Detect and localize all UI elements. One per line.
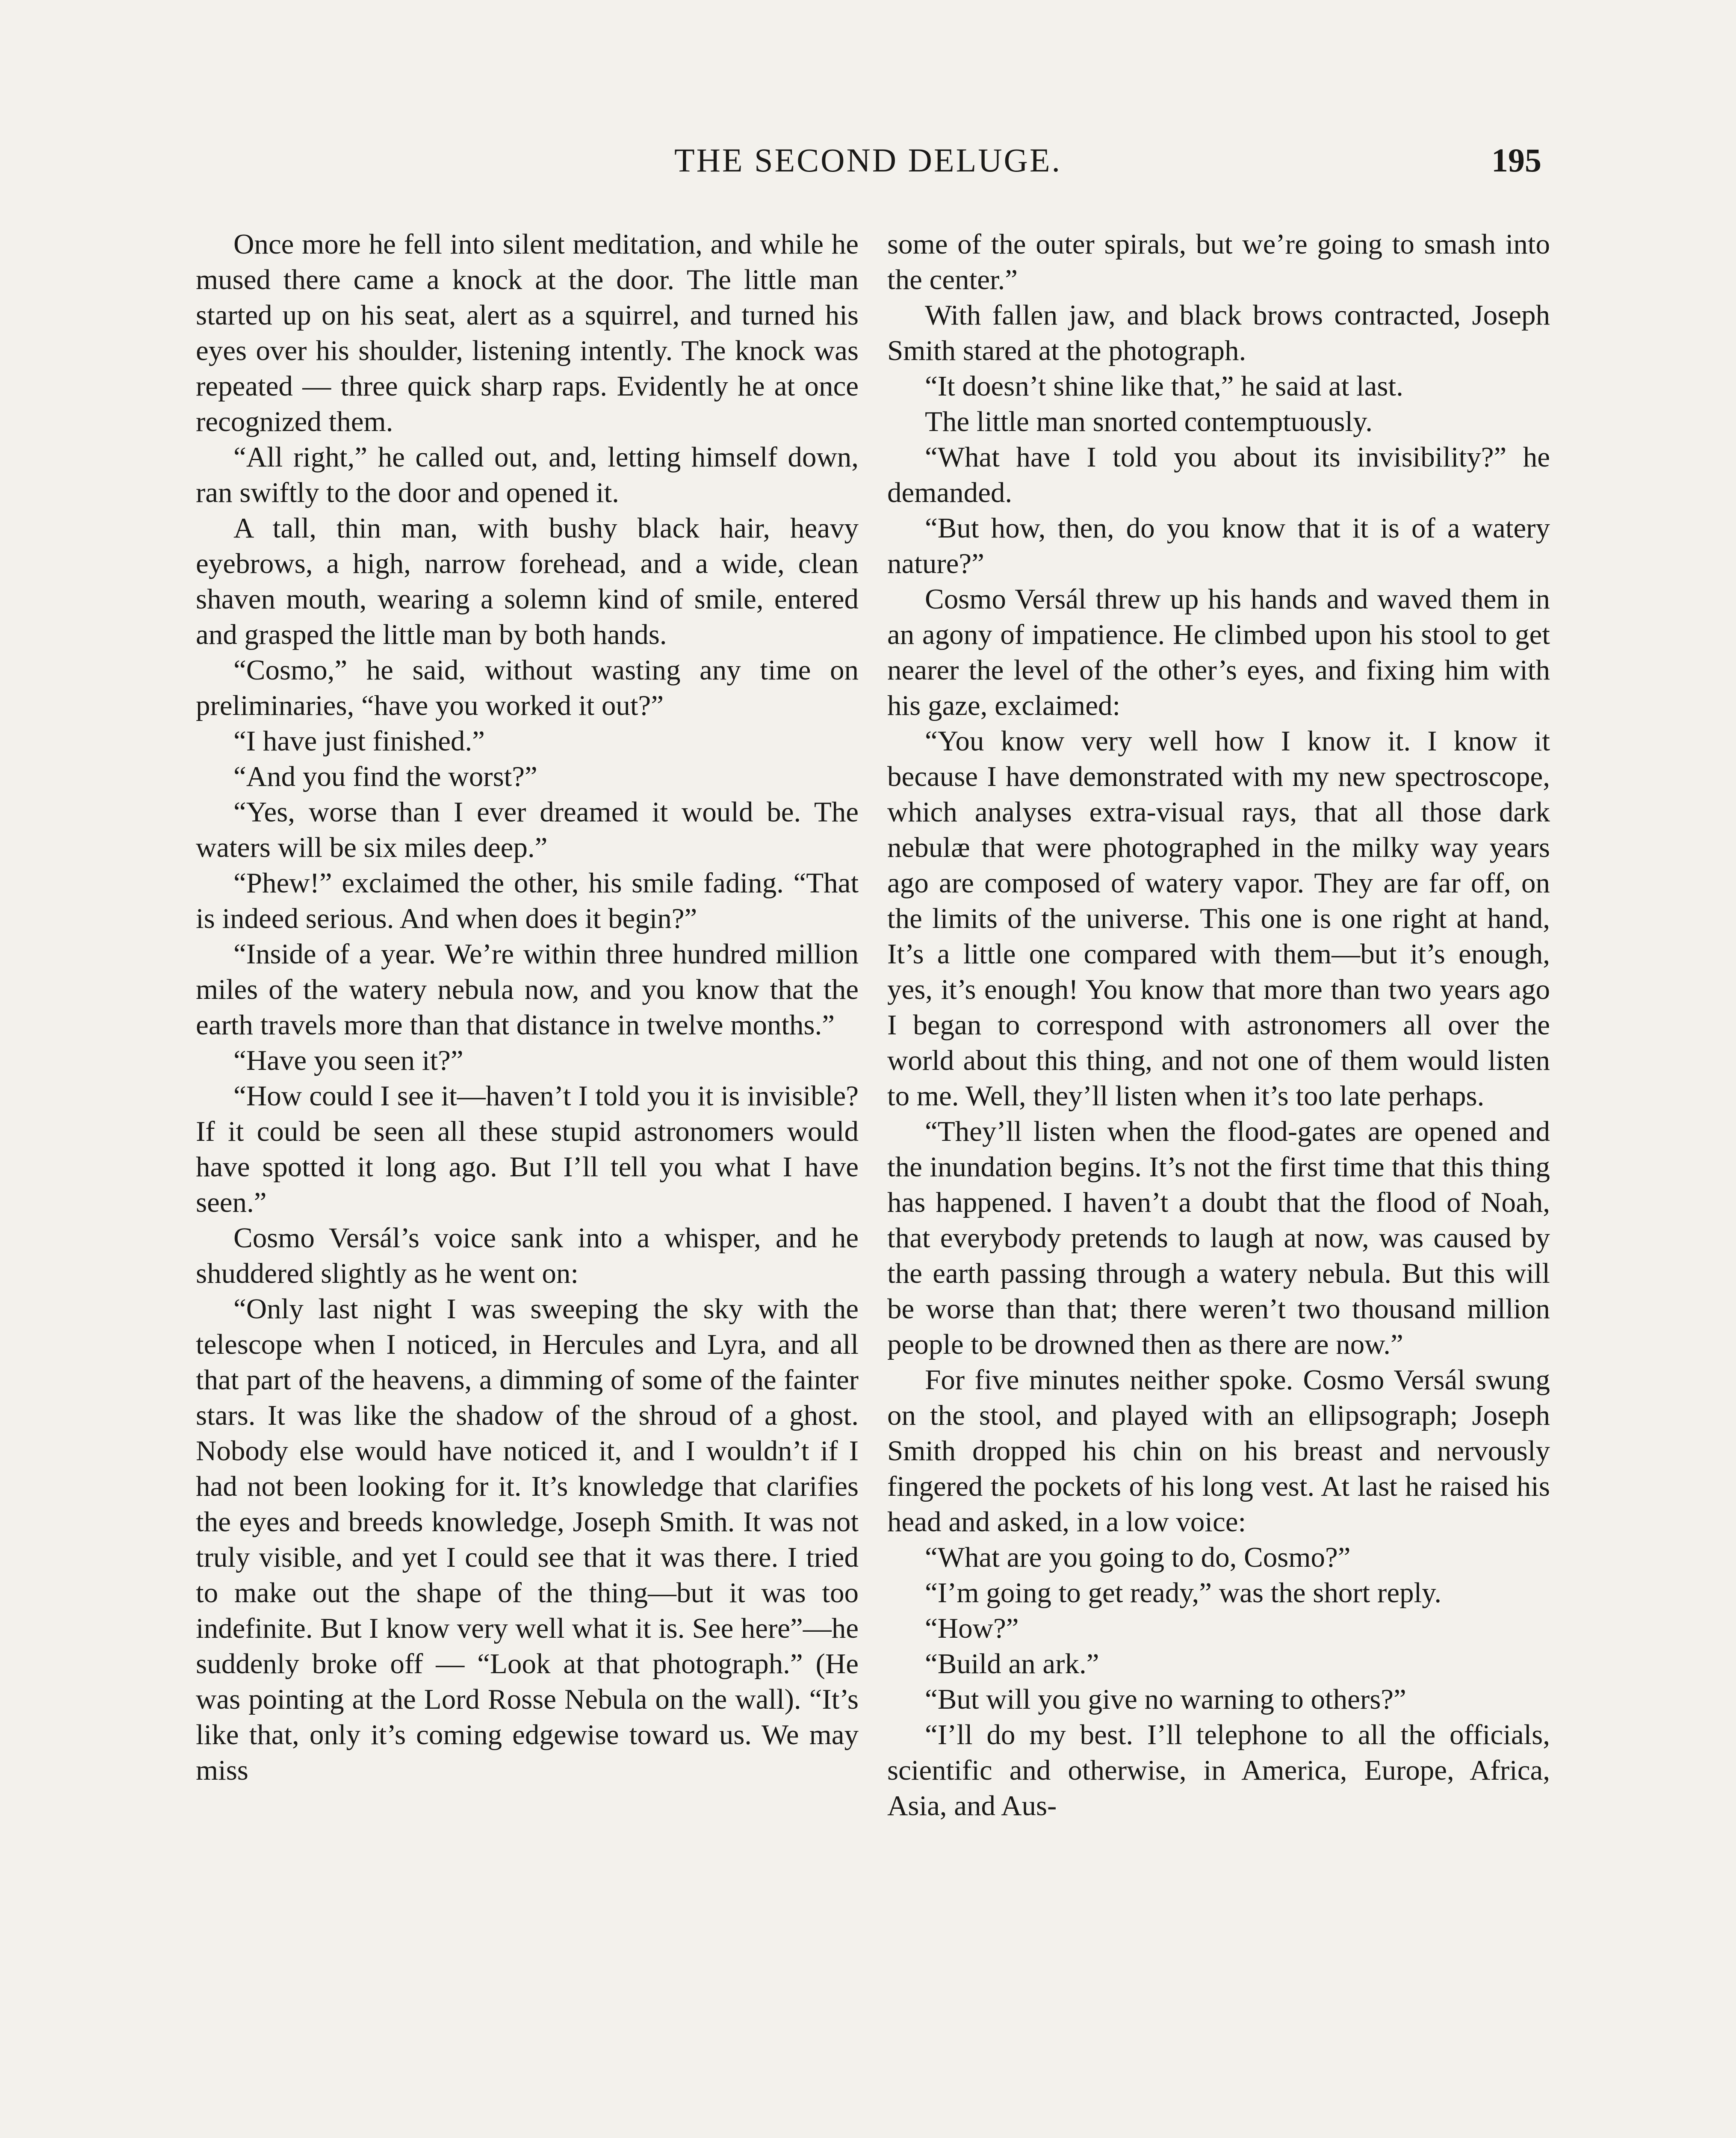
paragraph: “They’ll listen when the flood-gates are opened and the inundation begins. It’s not the first time that this thing has happened. I haven’t a doubt that the flood of Noah, that everybody pretends to laugh at now, was caused by the earth passing through a watery nebula. But this will be worse than that; there weren’t two thousand million people to be drowned then as there are now.” <box>887 1116 1550 1360</box>
paragraph: “How?” <box>925 1612 1019 1644</box>
page-header <box>0 141 1736 192</box>
paragraph: “Have you seen it?” <box>233 1045 464 1076</box>
paragraph: “What have I told you about its invisibility?” he demanded. <box>887 441 1550 508</box>
paragraph: Once more he fell into silent meditation, and while he mused there came a knock at the door. The little man started up on his seat, alert as a squirrel, and turned his eyes over his shoulder, listening intently. The knock was repeated — three quick sharp raps. Evidently he at once recognized them. <box>196 228 859 437</box>
paragraph: “But will you give no warning to others?” <box>925 1683 1406 1715</box>
paragraph: A tall, thin man, with bushy black hair, heavy eyebrows, a high, narrow forehead, and a wide, clean shaven mouth, wearing a solemn kind of smile, entered and grasped the little man by both hands. <box>196 512 859 650</box>
paragraph: “How could I see it—haven’t I told you it is invisible? If it could be seen all these stupid astronomers would have spotted it long ago. But I’ll tell you what I have seen.” <box>196 1080 859 1218</box>
paragraph: “All right,” he called out, and, letting himself down, ran swiftly to the door and opened it. <box>196 441 859 508</box>
paragraph: “I’m going to get ready,” was the short reply. <box>925 1577 1442 1609</box>
paragraph: “Build an ark.” <box>925 1648 1099 1680</box>
running-head: THE SECOND DELUGE. <box>674 142 1062 179</box>
paragraph-continuation: some of the outer spirals, but we’re going to smash into the center.” <box>887 228 1550 295</box>
right-column <box>887 227 1550 1824</box>
paragraph: “Cosmo,” he said, without wasting any time on preliminaries, “have you worked it out?” <box>196 654 859 721</box>
paragraph: “I’ll do my best. I’ll telephone to all the officials, scientific and otherwise, in America, Europe, Africa, Asia, and Aus- <box>887 1719 1550 1822</box>
paragraph: “And you find the worst?” <box>233 761 537 792</box>
paragraph: “What are you going to do, Cosmo?” <box>925 1541 1351 1573</box>
paragraph: With fallen jaw, and black brows contracted, Joseph Smith stared at the photograph. <box>887 299 1550 366</box>
paragraph: Cosmo Versál threw up his hands and waved them in an agony of impatience. He climbed upon his stool to get nearer the level of the other’s eyes, and fixing him with his gaze, exclaimed: <box>887 583 1550 721</box>
page-number: 195 <box>1491 142 1541 179</box>
paragraph: “Inside of a year. We’re within three hundred million miles of the watery nebula now, and you know that the earth travels more than that distance in twelve months.” <box>196 938 859 1041</box>
paragraph: “You know very well how I know it. I know it because I have demonstrated with my new spectroscope, which analyses extra-visual rays, that all those dark nebulæ that were photographed in the milky way years ago are composed of watery vapor. They are far off, on the limits of the universe. This one is one right at hand, It’s a little one compared with them—but it’s enough, yes, it’s enough! You know that more than two years ago I began to correspond with astronomers all over the world about this thing, and not one of them would listen to me. Well, they’ll listen when it’s too late perhaps. <box>887 725 1550 1112</box>
paragraph: “Phew!” exclaimed the other, his smile fading. “That is indeed serious. And when does it begin?” <box>196 867 859 934</box>
paragraph: “It doesn’t shine like that,” he said at last. <box>925 370 1403 402</box>
paragraph: The little man snorted contemptuously. <box>925 406 1373 437</box>
paragraph: “Only last night I was sweeping the sky with the telescope when I noticed, in Hercules and Lyra, and all that part of the heavens, a dimming of some of the fainter stars. It was like the shadow of the shroud of a ghost. Nobody else would have noticed it, and I wouldn’t if I had not been looking for it. It’s knowledge that clarifies the eyes and breeds knowledge, Joseph Smith. It was not truly visible, and yet I could see that it was there. I tried to make out the shape of the thing—but it was too indefinite. But I know very well what it is. See here”—he suddenly broke off — “Look at that photograph.” (He was pointing at the Lord Rosse Nebula on the wall). “It’s like that, only it’s coming edgewise toward us. We may miss <box>196 1293 859 1786</box>
left-column <box>196 227 859 1788</box>
paragraph: “I have just finished.” <box>233 725 485 757</box>
paragraph: “Yes, worse than I ever dreamed it would be. The waters will be six miles deep.” <box>196 796 859 863</box>
paragraph: Cosmo Versál’s voice sank into a whisper, and he shuddered slightly as he went on: <box>196 1222 859 1289</box>
paragraph: “But how, then, do you know that it is of a watery nature?” <box>887 512 1550 579</box>
paragraph: For five minutes neither spoke. Cosmo Versál swung on the stool, and played with an ellipsograph; Joseph Smith dropped his chin on his breast and nervously fingered the pockets of his long vest. At last he raised his head and asked, in a low voice: <box>887 1364 1550 1538</box>
